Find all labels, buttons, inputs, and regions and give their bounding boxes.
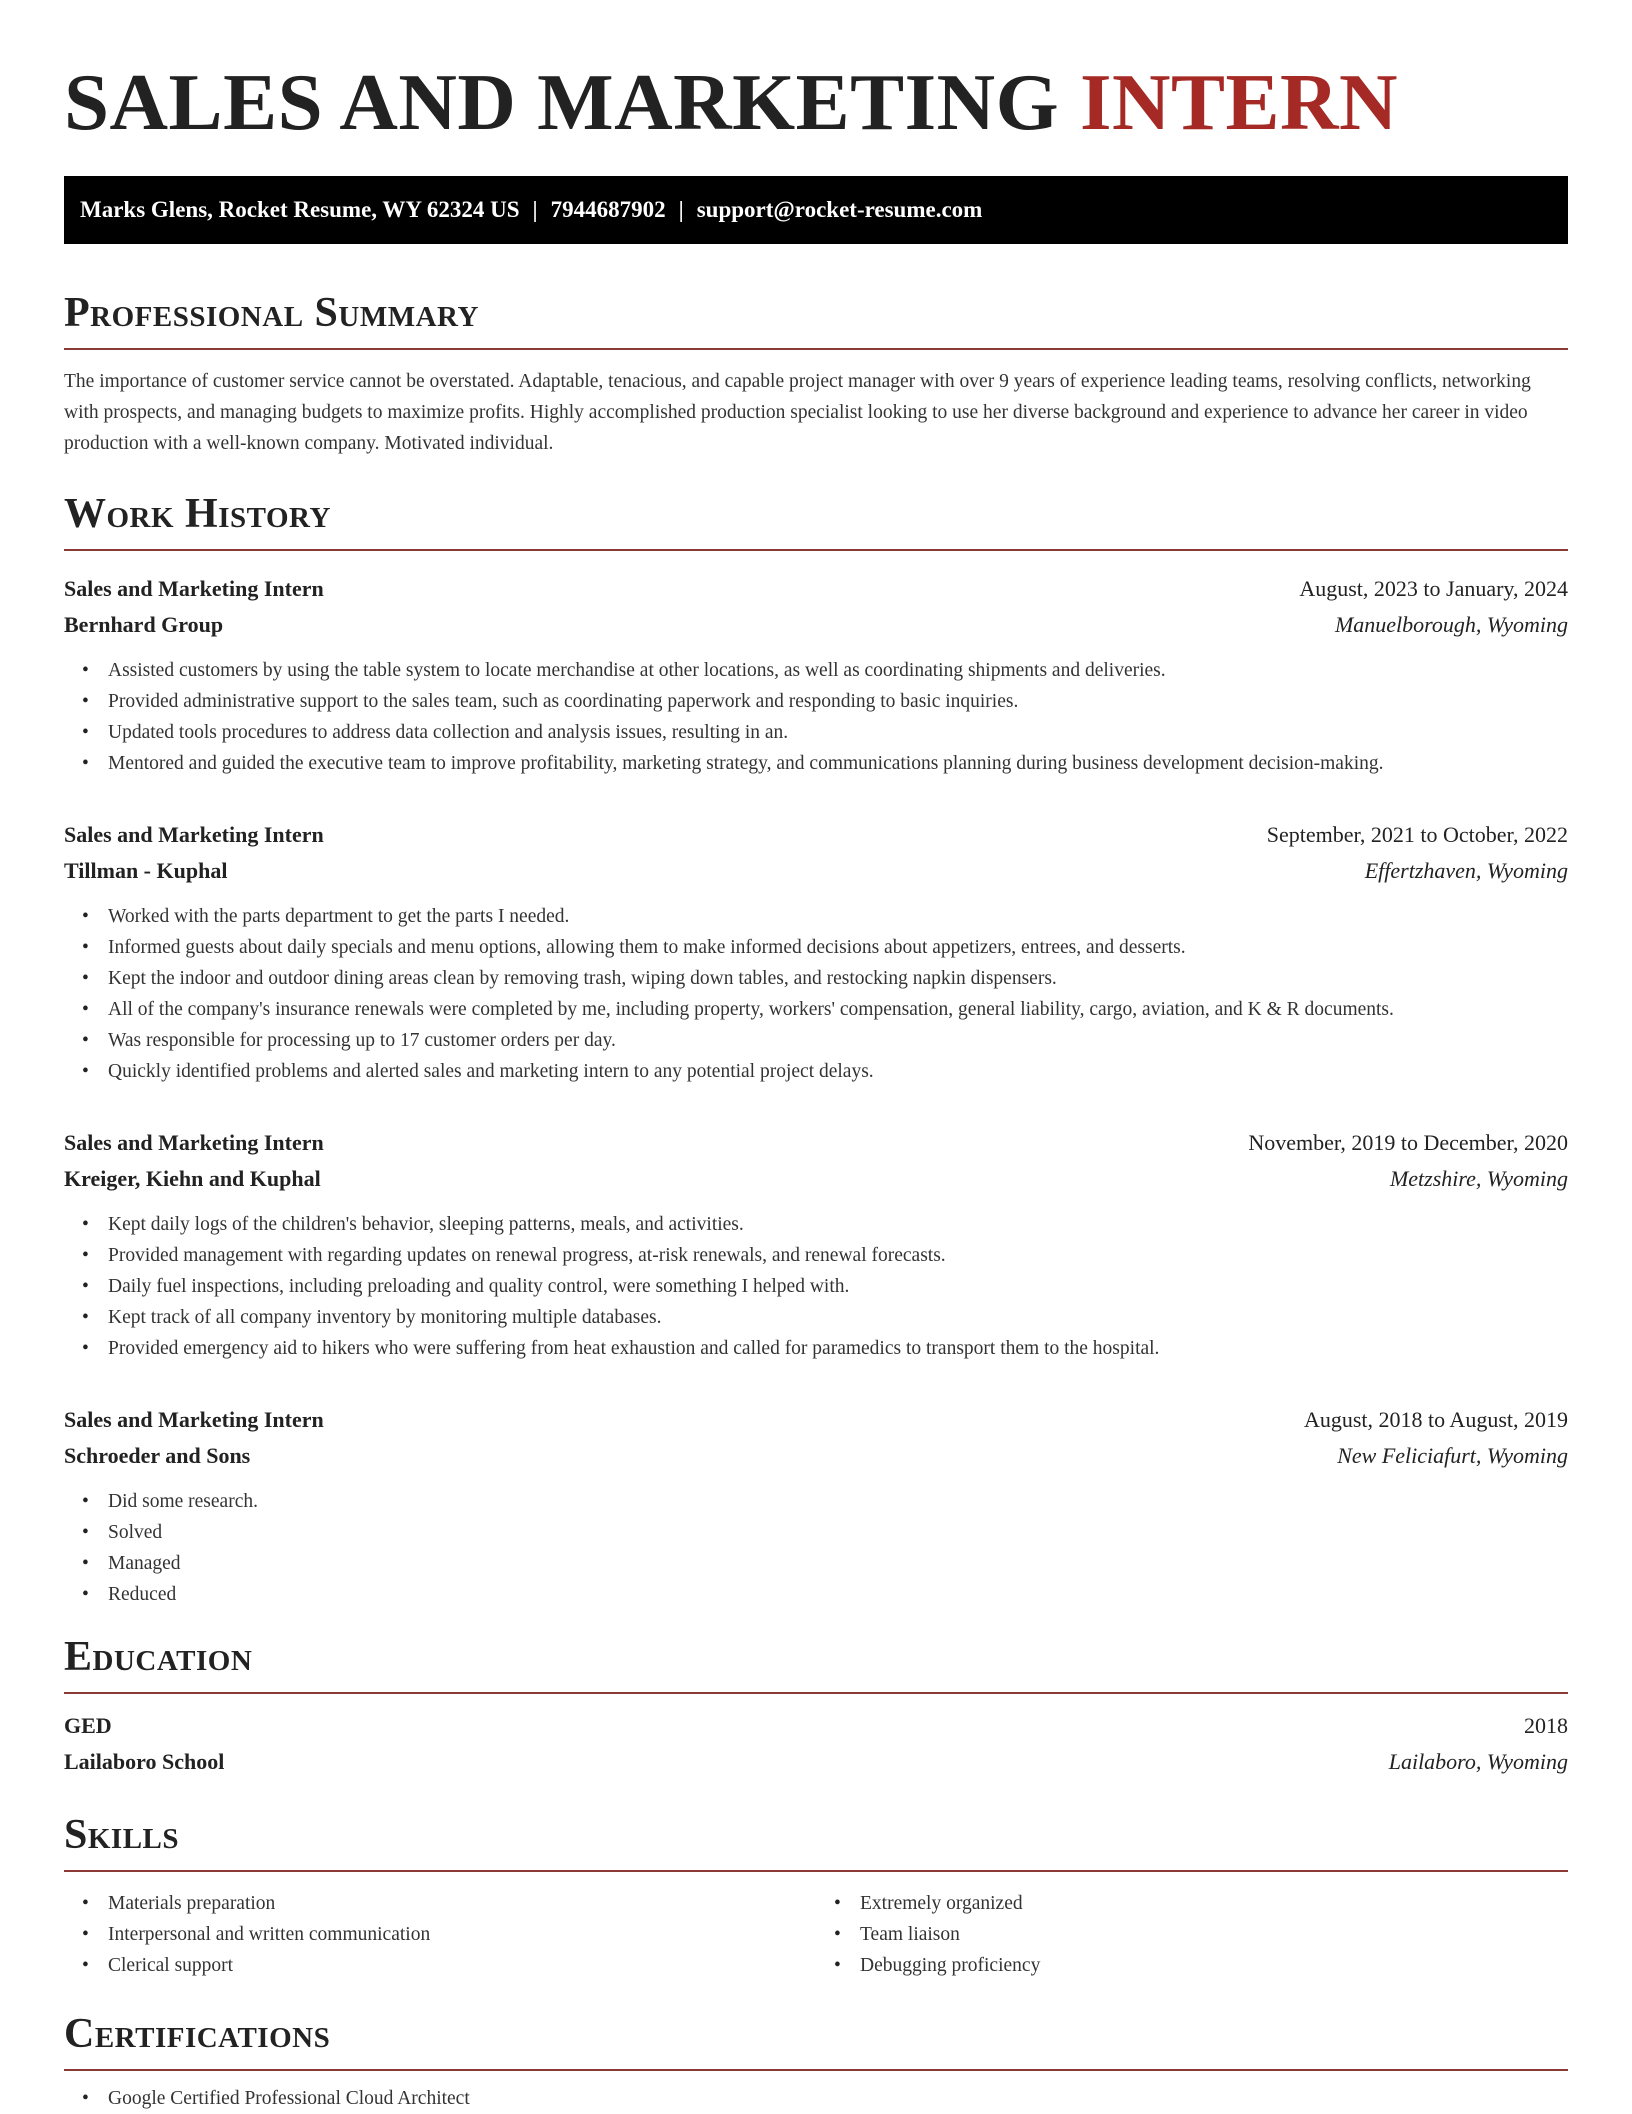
- job-location: New Feliciafurt, Wyoming: [1337, 1443, 1568, 1468]
- list-item: • Kept daily logs of the children's behavior, sleeping patterns, meals, and activities.: [108, 1209, 1568, 1240]
- job-title: Sales and Marketing Intern: [64, 1130, 324, 1155]
- section-divider: [64, 2069, 1568, 2071]
- job-bullets: [64, 1486, 1568, 1610]
- list-item: • Did some research.: [108, 1486, 1568, 1517]
- job-header: [64, 817, 1568, 853]
- list-item: • Extremely organized: [860, 1888, 1568, 1919]
- contact-separator: |: [532, 197, 538, 222]
- job-entry: [64, 1125, 1568, 1364]
- job-entry: [64, 1402, 1568, 1610]
- title-main: SALES AND MARKETING: [64, 57, 1060, 147]
- list-item: • Clerical support: [108, 1950, 816, 1981]
- skills-grid: [64, 1888, 1568, 1981]
- section-divider: [64, 1692, 1568, 1694]
- list-item: • Mentored and guided the executive team to improve profitability, marketing strategy, and communications planning during business development decision-making.: [108, 748, 1568, 779]
- list-item: • Quickly identified problems and alerted sales and marketing intern to any potential project delays.: [108, 1056, 1568, 1087]
- section-heading: Work History: [64, 491, 331, 537]
- job-company: Bernhard Group: [64, 612, 224, 637]
- list-item: • Provided administrative support to the sales team, such as coordinating paperwork and responding to basic inquiries.: [108, 686, 1568, 717]
- list-item: • Team liaison: [860, 1919, 1568, 1950]
- job-company: Tillman - Kuphal: [64, 858, 228, 883]
- skills-column-right: [816, 1888, 1568, 1981]
- title-accent: INTERN: [1079, 57, 1398, 147]
- contact-email[interactable]: support@rocket-resume.com: [696, 197, 983, 222]
- contact-separator: |: [678, 197, 684, 222]
- job-entry: [64, 571, 1568, 779]
- list-item: • Reduced: [108, 1579, 1568, 1610]
- summary-section: [64, 288, 1568, 459]
- list-item: • Worked with the parts department to get the parts I needed.: [108, 901, 1568, 932]
- section-divider: [64, 549, 1568, 551]
- work-history-section: [64, 489, 1568, 1610]
- job-dates: September, 2021 to October, 2022: [1266, 822, 1568, 847]
- contact-bar: [64, 176, 1568, 244]
- education-year: 2018: [1524, 1713, 1568, 1738]
- section-divider: [64, 1870, 1568, 1872]
- job-location: Manuelborough, Wyoming: [1334, 612, 1568, 637]
- job-header: [64, 571, 1568, 607]
- job-location: Metzshire, Wyoming: [1389, 1166, 1568, 1191]
- section-heading: Certifications: [64, 2011, 331, 2057]
- list-item: • Interpersonal and written communication: [108, 1919, 816, 1950]
- job-company: Kreiger, Kiehn and Kuphal: [64, 1166, 321, 1191]
- job-title: Sales and Marketing Intern: [64, 1407, 324, 1432]
- education-school: Lailaboro School: [64, 1749, 225, 1774]
- list-item: • Provided emergency aid to hikers who were suffering from heat exhaustion and called for paramedics to transport them to the hospital.: [108, 1333, 1568, 1364]
- job-location: Effertzhaven, Wyoming: [1364, 858, 1568, 883]
- contact-phone[interactable]: 7944687902: [550, 197, 666, 222]
- job-dates: November, 2019 to December, 2020: [1248, 1130, 1568, 1155]
- list-item: • Kept the indoor and outdoor dining areas clean by removing trash, wiping down tables, and restocking napkin dispensers.: [108, 963, 1568, 994]
- resume-title: [64, 52, 1568, 152]
- section-heading: Skills: [64, 1812, 180, 1858]
- education-degree: GED: [64, 1713, 112, 1738]
- list-item: • Solved: [108, 1517, 1568, 1548]
- job-company: Schroeder and Sons: [64, 1443, 251, 1468]
- certifications-section: [64, 2009, 1568, 2114]
- job-header: [64, 1125, 1568, 1161]
- list-item: • Was responsible for processing up to 17 customer orders per day.: [108, 1025, 1568, 1056]
- list-item: • Debugging proficiency: [860, 1950, 1568, 1981]
- list-item: • Assisted customers by using the table system to locate merchandise at other locations, as well as coordinating shipments and deliveries.: [108, 655, 1568, 686]
- job-entry: [64, 817, 1568, 1087]
- job-header: [64, 1402, 1568, 1438]
- section-divider: [64, 348, 1568, 350]
- job-title: Sales and Marketing Intern: [64, 576, 324, 601]
- education-subheader: [64, 1744, 1568, 1780]
- job-subheader: [64, 853, 1568, 889]
- skills-section: [64, 1810, 1568, 1981]
- education-location: Lailaboro, Wyoming: [1388, 1749, 1568, 1774]
- job-subheader: [64, 1161, 1568, 1197]
- list-item: • All of the company's insurance renewals were completed by me, including property, workers' compensation, general liability, cargo, aviation, and K & R documents.: [108, 994, 1568, 1025]
- education-entry: [64, 1708, 1568, 1780]
- job-subheader: [64, 1438, 1568, 1474]
- section-heading: Education: [64, 1634, 253, 1680]
- list-item: • Daily fuel inspections, including preloading and quality control, were something I helped with.: [108, 1271, 1568, 1302]
- skills-column-left: [64, 1888, 816, 1981]
- list-item: • Materials preparation: [108, 1888, 816, 1919]
- list-item: • Kept track of all company inventory by monitoring multiple databases.: [108, 1302, 1568, 1333]
- education-section: [64, 1632, 1568, 1780]
- education-header: [64, 1708, 1568, 1744]
- job-bullets: [64, 655, 1568, 779]
- job-dates: August, 2023 to January, 2024: [1299, 576, 1568, 601]
- summary-text: The importance of customer service cannot be overstated. Adaptable, tenacious, and capable project manager with over 9 years of experience leading teams, resolving conflicts, networking with prospects, and managing budgets to maximize profits. Highly accomplished production specialist looking to use her diverse background and experience to advance her career in video production with a well-known company. Motivated individual.: [64, 371, 1531, 454]
- section-heading: Professional Summary: [64, 290, 479, 336]
- job-bullets: [64, 1209, 1568, 1364]
- certifications-list: [64, 2083, 1568, 2114]
- list-item: • Managed: [108, 1548, 1568, 1579]
- list-item: • Informed guests about daily specials and menu options, allowing them to make informed decisions about appetizers, entrees, and desserts.: [108, 932, 1568, 963]
- contact-address: Marks Glens, Rocket Resume, WY 62324 US: [80, 197, 520, 222]
- list-item: • Provided management with regarding updates on renewal progress, at-risk renewals, and renewal forecasts.: [108, 1240, 1568, 1271]
- list-item: • Google Certified Professional Cloud Architect: [108, 2083, 1568, 2114]
- job-title: Sales and Marketing Intern: [64, 822, 324, 847]
- list-item: • Updated tools procedures to address data collection and analysis issues, resulting in an.: [108, 717, 1568, 748]
- job-dates: August, 2018 to August, 2019: [1303, 1407, 1568, 1432]
- job-bullets: [64, 901, 1568, 1087]
- job-subheader: [64, 607, 1568, 643]
